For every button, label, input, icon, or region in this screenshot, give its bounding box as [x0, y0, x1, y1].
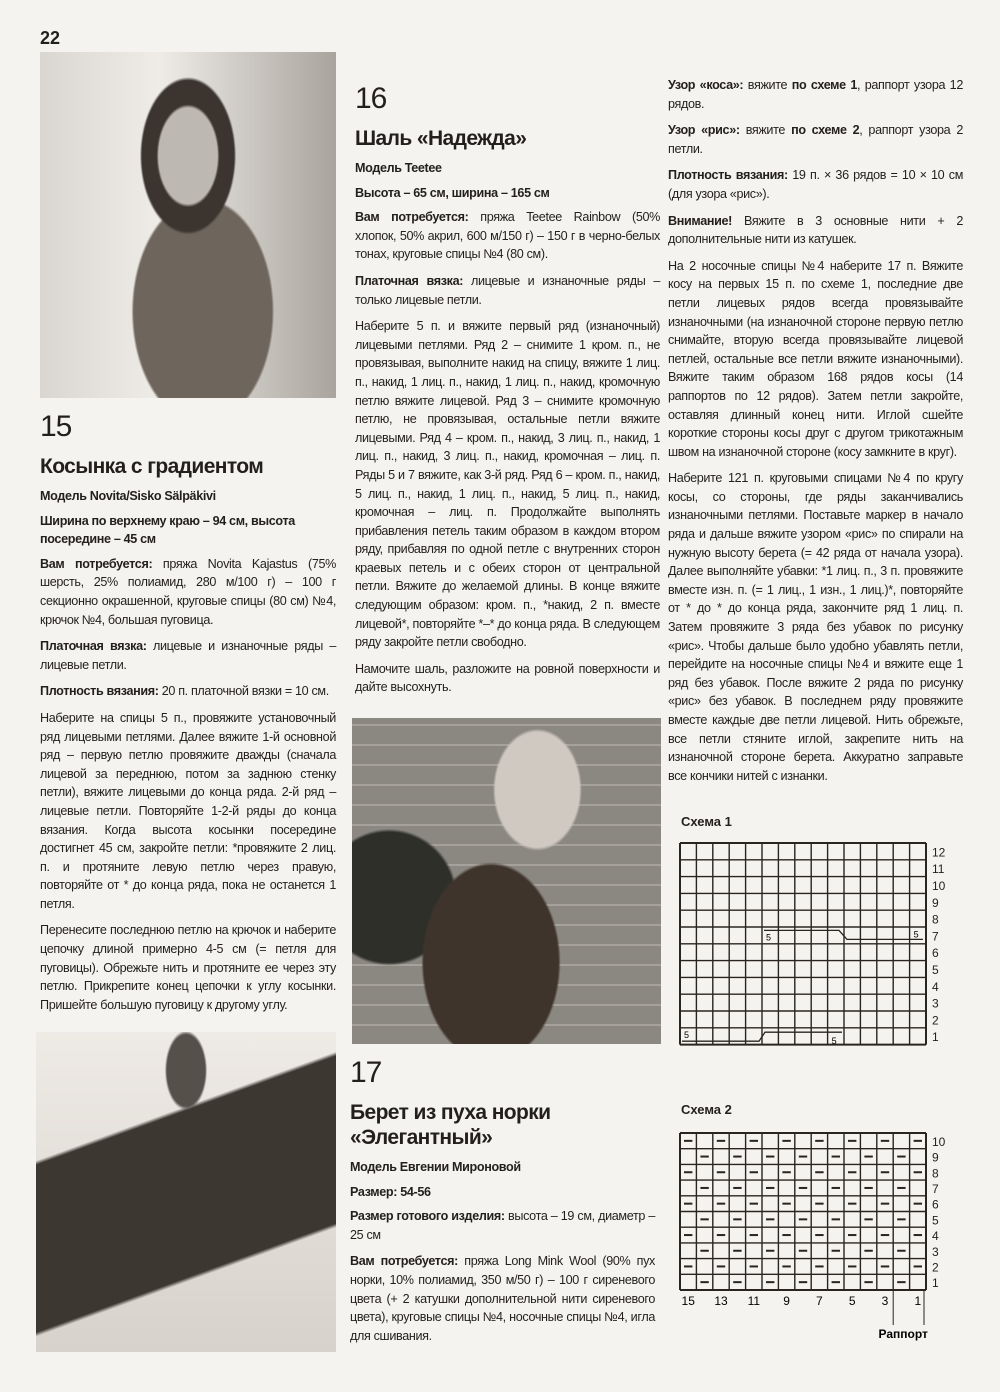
row-label: 9: [932, 895, 939, 910]
photo-shawl: [36, 1032, 336, 1352]
article-title: Шаль «Надежда»: [355, 127, 527, 150]
cable-label: 5: [766, 932, 772, 943]
row-label: 10: [932, 879, 946, 893]
materials: Вам потребуется: пряжа Novita Kajastus (75% шерсть, 25% полиамид, 280 м/100 г) – 100 г секционно окрашенной, круговые спицы (80 см) №4, крючок №4, большая пуговица.: [40, 556, 336, 627]
instructions: Наберите 5 п. и вяжите первый ряд (изнаночный) лицевыми петлями. Ряд 2 – снимите 1 кром. п., не провязывая, выполните накид на спицу, вяжите 1 лиц. п., накид, 1 лиц. п., накид, 1 лиц. п., накид, кромочную петлю вяжите лицевой. Ряд 3 – снимите кромочную петлю, не провязывая, остальные петли вяжите лицевыми. Ряд 4 – кром. п., накид, 3 лиц. п., накид, 1 лиц. п., накид, 3 лиц. п., накид, кромочная – лиц. п. Ряды 5 и 7 вяжите, как 3-й ряд. Ряд 6 – кром. п., накид, 5 лиц. п., накид, 1 лиц. п., накид, 5 лиц. п., накид, кромочная – лиц. п. Продолжайте выполнять прибавления петель таким образом в каждом втором ряду, прибавляя по одной петле с внутренних сторон краевых петель и с обеих сторон от центральной петли. Вяжите до желаемой длины. В конце вяжите следующим образом: кром. п., *накид, 2 п. вместе лицевой*, повторяйте *–* до конца ряда. В следующем ряду закройте петли свободно.: [355, 319, 660, 650]
row-label: 3: [932, 1244, 939, 1259]
row-label: 11: [932, 862, 945, 877]
row-label: 9: [932, 1150, 939, 1165]
article-number: 15: [40, 410, 72, 443]
article-title: Берет из пуха норки «Элегантный»: [350, 1101, 551, 1149]
instructions-finish: Намочите шаль, разложите на ровной поверхности и дайте высохнуть.: [355, 661, 660, 695]
schema-1-chart: [675, 838, 965, 1053]
row-label: 4: [932, 1229, 939, 1244]
model: Модель Novita/Sisko Sälpäkivi: [40, 489, 216, 503]
row-label: 6: [932, 946, 939, 961]
row-label: 12: [932, 845, 946, 860]
repeat-label: Раппорт: [878, 1327, 928, 1341]
schema-2-chart: [675, 1128, 965, 1343]
materials: Вам потребуется: пряжа Long Mink Wool (90% пух норки, 10% полиамид, 350 м/50 г) – 100 г сиреневого цвета (+ 2 катушки дополнительной нити сиреневого цвета), круговые спицы №4, носочные спицы №4, игла для сшивания.: [350, 1254, 655, 1343]
photo-beret: [352, 718, 661, 1044]
row-label: 8: [932, 1166, 939, 1181]
column-label: 9: [783, 1294, 790, 1308]
instructions: Наберите на спицы 5 п., провяжите установочный ряд лицевыми петлями. Далее вяжите 1-й основной ряд – первую петлю провяжите дважды (сначала лицевой за переднюю, потом за заднюю стенку петли), вяжите лицевыми до конца ряда. 2-й ряд – лицевые петли. Повторяйте 1-2-й ряды до конца вязания. Когда высота косынки посередине достигнет 45 см, закройте петли: *провяжите 2 лиц. п. и протяните левую петлю через правую, повторяйте от * до конца ряда, пока не останется 1 петля.: [40, 710, 336, 911]
instructions-body: Наберите 121 п. круговыми спицами №4 по кругу косы, со стороны, где ряды заканчивались изнаночными петлями. Поставьте маркер в начало ряда и дальше вяжите узором «рис» по спирали на нужную высоту берета (= 42 ряда от начала узора). Далее выполняйте убавки: *1 лиц. п., 3 п. провяжите вместе изн. п. (= 1 лиц., 1 изн., 1 лиц.)*, повторяйте от * до * до конца ряда, закончите ряд 1 лиц. п. Затем провяжите 3 ряда без убавок по рисунку «рис». Чтобы дальше было удобно убавлять петли, перейдите на носочные спицы №4 и вяжите еще 1 ряд без убавок. После вяжите 2 ряда по рисунку «рис» без убавок. В последнем ряду провяжите вместе каждые две петли лицевой. Нить обрежьте, все петли стяните иглой, закрепите нить на изнаночной стороне берета. Аккуратно заправьте все кончики нитей с изнанки.: [668, 471, 963, 783]
cable-label: 5: [913, 929, 919, 940]
schema-2-title: Схема 2: [681, 1102, 732, 1117]
schema-1-title: Схема 1: [681, 814, 732, 829]
column-label: 5: [848, 1294, 856, 1308]
instructions-finish: Перенесите последнюю петлю на крючок и наберите цепочку длиной примерно 4-5 см (= петля для пуговицы). Обрежьте нить и протяните ее через эту петлю. Прикрепите конец цепочки к углу косынки. Пришейте большую пуговицу к другому углу.: [40, 923, 336, 1012]
row-label: 8: [932, 912, 939, 927]
row-label: 5: [932, 963, 939, 977]
instructions-braid: На 2 носочные спицы №4 наберите 17 п. Вяжите косу на первых 15 п. по схеме 1, последние две петли лицевых рядов всегда провязывайте изнаночными (на изнаночной стороне первую петлю снимайте, вторую всегда провязывайте лицевой петлей, остальные все петли вяжите изнаночными). Вяжите таким образом 168 рядов косы (14 раппортов по 12 рядов). Затем петли закройте, оставляя длинный конец нити. Иглой сшейте короткие стороны косы друг с другом трикотажным швом на изнаночной стороне (косу замкните в круг).: [668, 258, 963, 459]
finished-size: Размер готового изделия: высота – 19 см, диаметр – 25 см: [350, 1209, 655, 1242]
cable-label: 5: [684, 1030, 690, 1041]
article-title: Косынка с градиентом: [40, 455, 264, 478]
column-label: 15: [681, 1294, 695, 1308]
row-label: 1: [932, 1030, 939, 1045]
column-label: 13: [714, 1294, 728, 1308]
row-label: 10: [932, 1134, 946, 1149]
column-label: 7: [816, 1294, 823, 1308]
row-label: 6: [932, 1197, 939, 1212]
size: Высота – 65 см, ширина – 165 см: [355, 185, 550, 200]
column-label: 1: [914, 1294, 922, 1308]
article-17-continued: [668, 76, 963, 793]
braid-pattern: Узор «коса»: вяжите по схеме 1, раппорт узора 12 рядов.: [668, 78, 963, 111]
model: Модель Евгении Мироновой: [350, 1160, 521, 1174]
size: Ширина по верхнему краю – 94 см, высота посередине – 45 см: [40, 513, 295, 547]
stitch: Платочная вязка: лицевые и изнаночные ряды – только лицевые петли.: [355, 273, 661, 307]
stitch: Платочная вязка: лицевые и изнаночные ряды – лицевые петли.: [40, 639, 337, 672]
row-label: 2: [932, 1013, 939, 1028]
article-number: 16: [355, 82, 387, 115]
article-15: [40, 410, 336, 1022]
article-17: [350, 1056, 655, 1353]
gauge: Плотность вязания: 19 п. × 36 рядов = 10 × 10 см (для узора «рис»).: [668, 168, 964, 201]
row-label: 1: [932, 1276, 939, 1291]
row-label: 7: [932, 929, 939, 944]
cable-label: 5: [831, 1036, 837, 1047]
article-number: 17: [350, 1056, 382, 1089]
materials: Вам потребуется: пряжа Teetee Rainbow (50% хлопок, 50% акрил, 600 м/150 г) – 150 г в черно-белых тонах, круговые спицы №4 (80 см).: [355, 210, 660, 262]
column-label: 3: [881, 1294, 889, 1308]
model: Модель Teetee: [355, 161, 442, 175]
size: Размер: 54-56: [350, 1184, 431, 1199]
photo-woman-scarf: [40, 52, 336, 398]
page-number: 22: [40, 28, 61, 48]
row-label: 5: [932, 1213, 939, 1228]
row-label: 4: [932, 979, 939, 994]
note: Внимание! Вяжите в 3 основные нити + 2 дополнительные нити из катушек.: [668, 213, 963, 247]
rice-pattern: Узор «рис»: вяжите по схеме 2, раппорт узора 2 петли.: [668, 123, 963, 156]
row-label: 2: [932, 1260, 939, 1275]
column-label: 11: [747, 1294, 761, 1308]
row-label: 3: [932, 996, 939, 1011]
article-16: [355, 82, 660, 705]
gauge: Плотность вязания: 20 п. платочной вязки = 10 см.: [40, 684, 329, 699]
row-label: 7: [932, 1181, 939, 1196]
